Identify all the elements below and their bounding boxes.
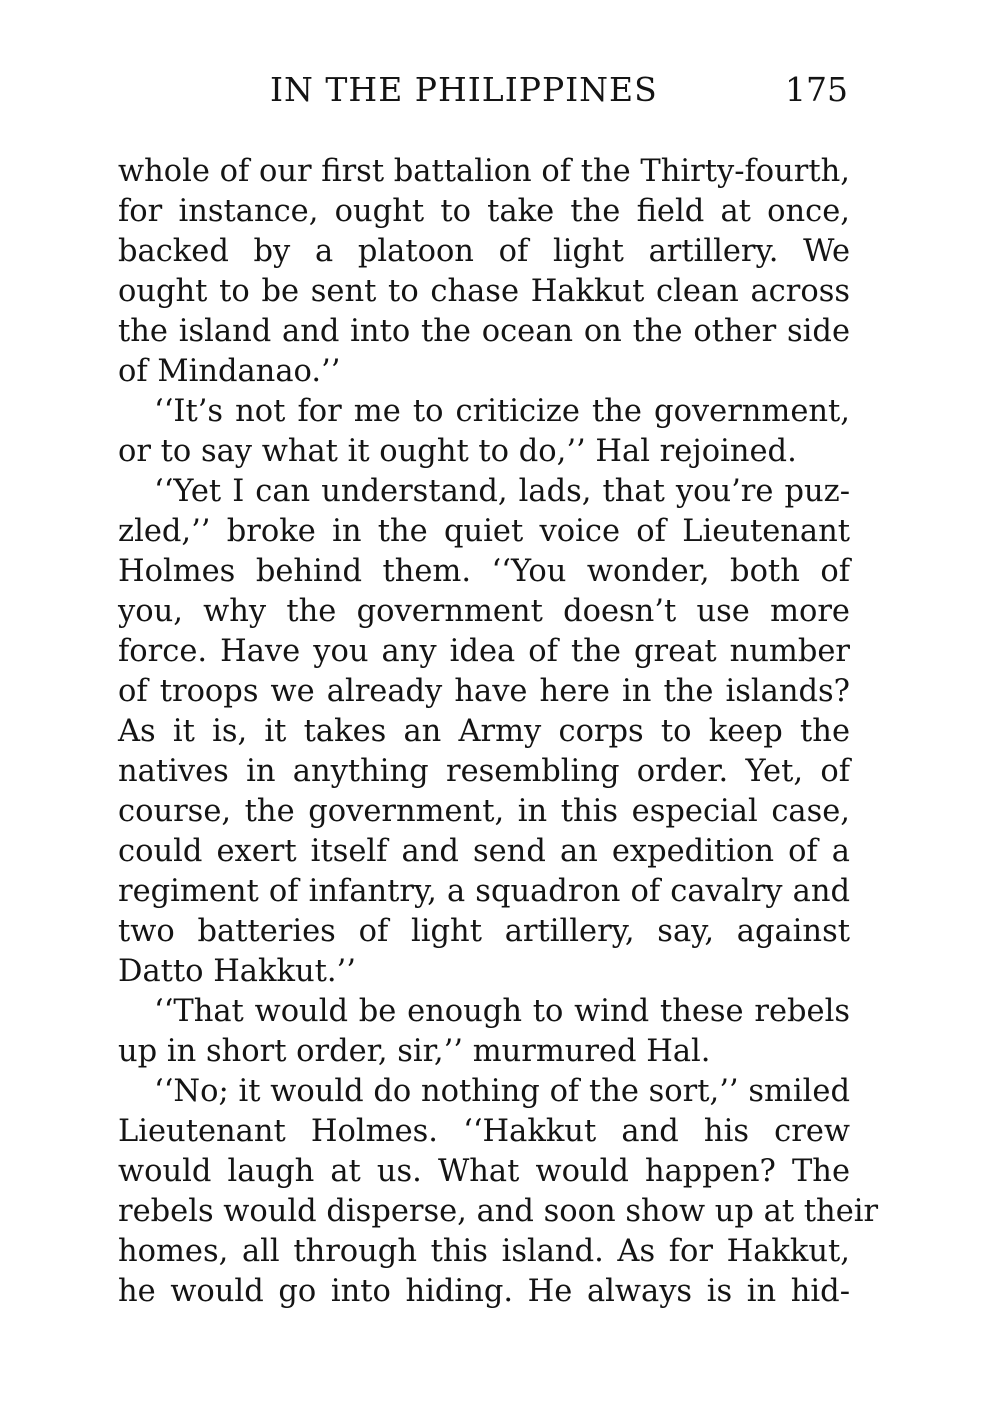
text-line: of troops we already have here in the islands? xyxy=(118,674,850,709)
text-line: Lieutenant Holmes. ‘‘Hakkut and his crew xyxy=(118,1114,850,1149)
text-line: up in short order, sir,’’ murmured Hal. xyxy=(118,1034,711,1069)
text-line: of Mindanao.’’ xyxy=(118,354,341,389)
text-line: would laugh at us. What would happen? The xyxy=(118,1154,850,1189)
text-line: course, the government, in this especial case, xyxy=(118,794,850,829)
text-line: rebels would disperse, and soon show up at their xyxy=(118,1194,879,1229)
body-text xyxy=(118,152,879,1312)
text-line: force. Have you any idea of the great number xyxy=(118,634,850,669)
text-line: could exert itself and send an expedition of a xyxy=(118,834,850,869)
text-line: ‘‘It’s not for me to criticize the government, xyxy=(154,394,850,429)
text-line: regiment of infantry, a squadron of cavalry and xyxy=(118,874,850,909)
text-line: zled,’’ broke in the quiet voice of Lieutenant xyxy=(118,514,850,549)
text-line: for instance, ought to take the field at once, xyxy=(118,194,850,229)
text-line: two batteries of light artillery, say, against xyxy=(118,914,850,949)
text-line: or to say what it ought to do,’’ Hal rejoined. xyxy=(118,434,797,469)
text-line: whole of our first battalion of the Thirty-fourth, xyxy=(118,154,850,189)
text-line: ‘‘No; it would do nothing of the sort,’’ smiled xyxy=(154,1074,850,1109)
text-line: homes, all through this island. As for Hakkut, xyxy=(118,1234,850,1269)
text-line: he would go into hiding. He always is in hid- xyxy=(118,1274,850,1309)
text-line: natives in anything resembling order. Yet, of xyxy=(118,754,850,789)
text-line: backed by a platoon of light artillery. We xyxy=(118,234,850,269)
text-line: you, why the government doesn’t use more xyxy=(118,594,850,629)
text-line: ‘‘Yet I can understand, lads, that you’re puz- xyxy=(154,474,850,509)
text-line: Holmes behind them. ‘‘You wonder, both of xyxy=(118,554,850,589)
running-header xyxy=(118,68,848,112)
text-line: ‘‘That would be enough to wind these rebels xyxy=(154,994,850,1029)
text-line: Datto Hakkut.’’ xyxy=(118,954,356,989)
text-line: the island and into the ocean on the other side xyxy=(118,314,850,349)
text-line: As it is, it takes an Army corps to keep the xyxy=(118,714,850,749)
running-title: IN THE PHILIPPINES xyxy=(270,70,658,109)
page-number: 175 xyxy=(785,70,848,109)
text-line: ought to be sent to chase Hakkut clean across xyxy=(118,274,850,309)
